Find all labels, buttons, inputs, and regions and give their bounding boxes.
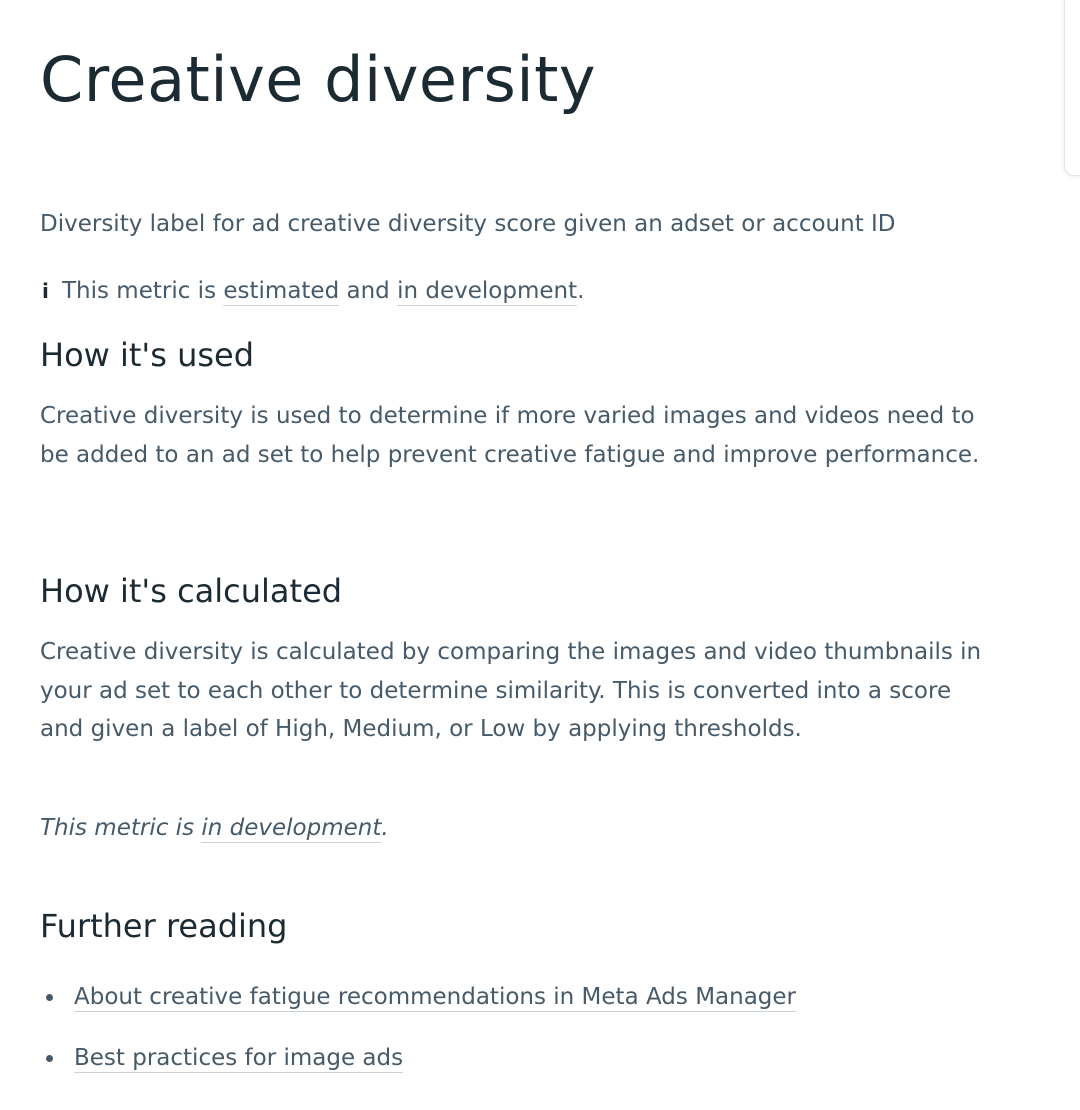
estimated-link[interactable]: estimated [223, 278, 340, 304]
heading-how-its-calculated: How it's calculated [40, 572, 343, 610]
bullet-icon [46, 1055, 53, 1062]
how-its-calculated-text: Creative diversity is calculated by comparing the images and video thumbnails in your ad set to each other to determine similarity. This is converted into a score and given a label of High, Medium, or Low by applying thresholds. [40, 639, 982, 742]
in-development-link[interactable]: in development [397, 278, 578, 304]
side-panel-edge [1064, 0, 1080, 176]
info-middle: and [339, 278, 398, 304]
further-reading-list [40, 981, 796, 1103]
heading-how-its-used: How it's used [40, 336, 255, 374]
heading-further-reading: Further reading [40, 907, 288, 945]
info-prefix: This metric is [62, 278, 224, 304]
info-suffix: . [577, 278, 585, 304]
metric-description: Diversity label for ad creative diversity score given an adset or account ID [40, 211, 896, 237]
page-title: Creative diversity [40, 43, 597, 116]
development-note [40, 813, 389, 843]
note-prefix: This metric is [40, 815, 202, 841]
note-suffix: . [381, 815, 389, 841]
info-icon: i [42, 279, 49, 303]
how-its-used-text: Creative diversity is used to determine if more varied images and videos need to be added to an ad set to help prevent creative fatigue and improve performance. [40, 403, 980, 468]
list-item [40, 981, 796, 1042]
list-item [40, 1042, 796, 1103]
note-in-development-link[interactable]: in development [201, 815, 382, 841]
image-ads-best-practices-link[interactable]: Best practices for image ads [74, 1045, 404, 1071]
bullet-icon [46, 994, 53, 1001]
creative-fatigue-article-link[interactable]: About creative fatigue recommendations in Meta Ads Manager [74, 984, 797, 1010]
metric-status-note [40, 276, 584, 306]
